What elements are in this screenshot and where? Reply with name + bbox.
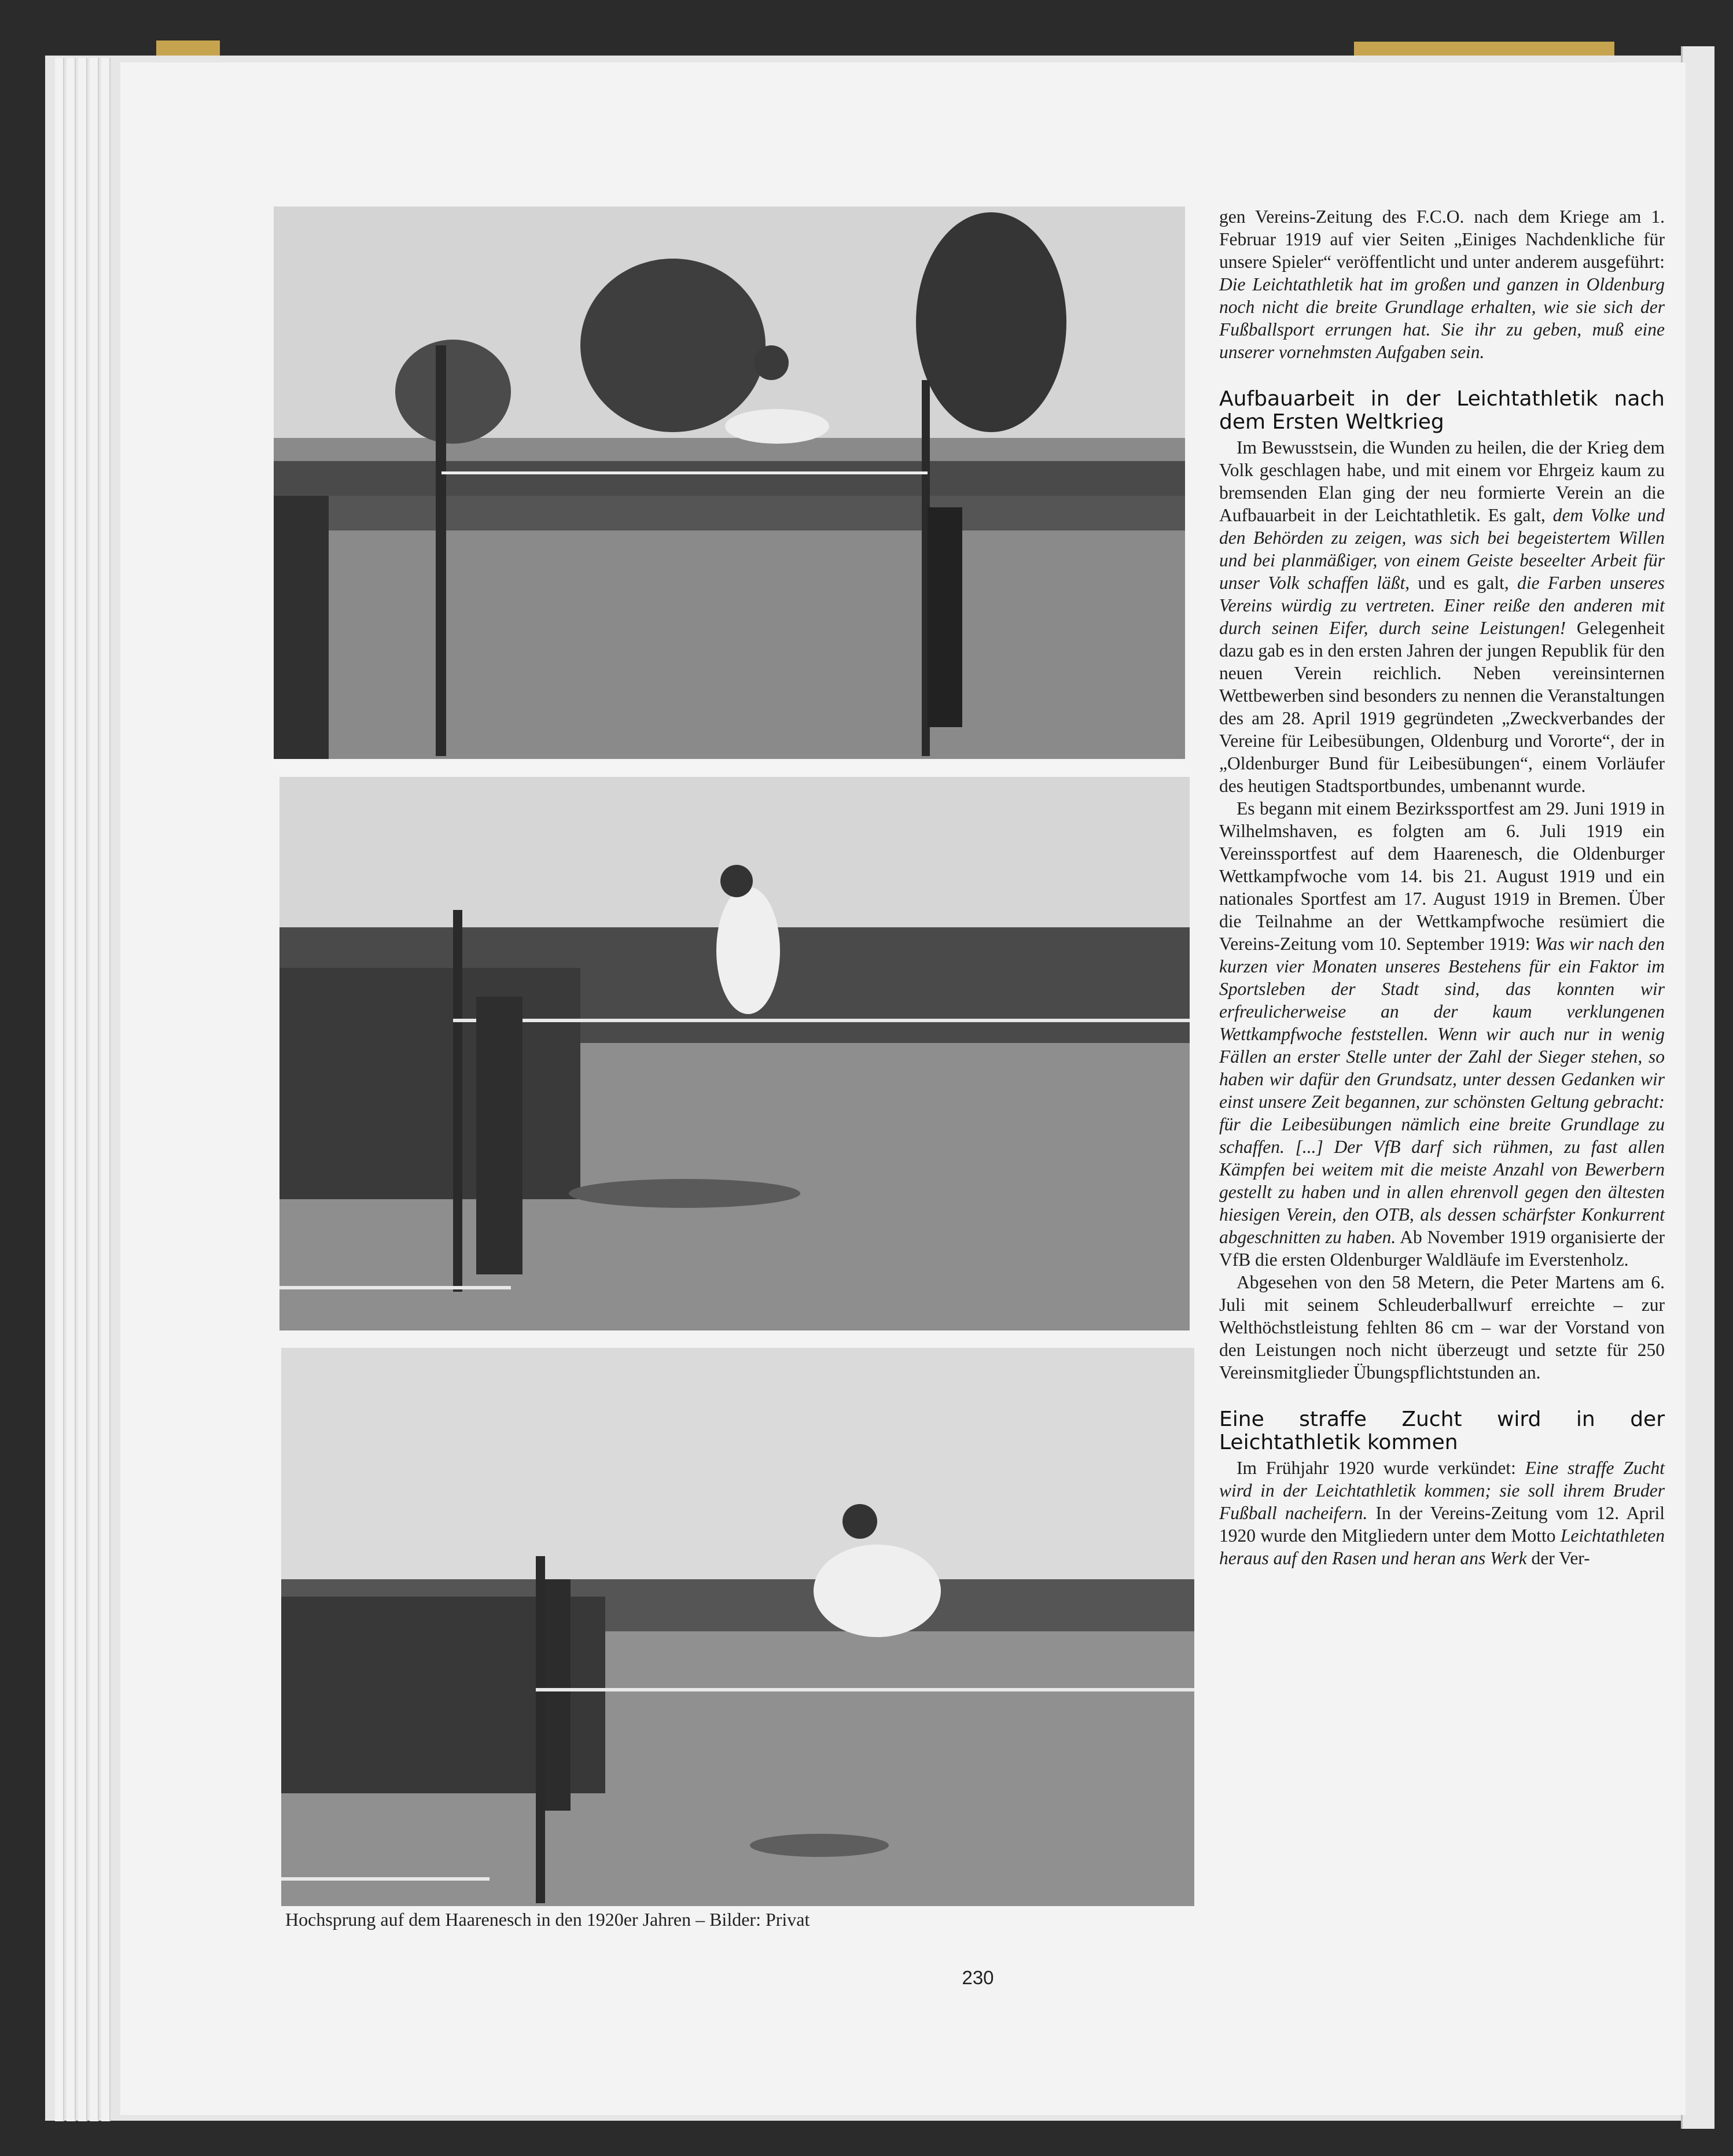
page-edge	[90, 58, 99, 2121]
page-edge	[101, 58, 111, 2121]
page-edge	[55, 58, 64, 2121]
paragraph-fruehjahr-1920: Im Frühjahr 1920 wurde verkündet: Eine straffe Zucht wird in der Leichtathletik kommen; sie soll ihrem Bruder Fußball nacheifern. In der Vereins-Zeitung vom 12. April 1920 wurde den Mitgliedern unter dem Motto Leichtathleten heraus auf den Rasen und heran ans Werk der Ver-	[1219, 1458, 1665, 1568]
photo-high-jump-1	[274, 207, 1185, 759]
page-number: 230	[962, 1967, 994, 1988]
paragraph-intro: gen Vereins-Zeitung des F.C.O. nach dem Kriege am 1. Februar 1919 auf vier Seiten „Einiges Nachdenkliche für unsere Spieler“ veröffentlicht und unter anderem ausgeführt: Die Leichtathletik hat im großen und ganzen in Oldenburg noch nicht die breite Grundlage erhalten, wie sie sich der Fußballsport errungen hat. Sie ihr zu geben, muß eine unserer vornehmsten Aufgaben sein.	[1219, 207, 1665, 362]
paragraph-bezirkssportfest: Es begann mit einem Bezirkssportfest am 29. Juni 1919 in Wilhelmshaven, es folgten am 6. Juli 1919 ein Vereinssportfest auf dem Haarenesch, die Oldenburger Wettkampfwoche vom 14. bis 21. August 1919 und ein nationales Sportfest am 17. August 1919 in Bremen. Über die Teilnahme an der Wettkampfwoche resümiert die Vereins-Zeitung vom 10. September 1919: Was wir nach den kurzen vier Monaten unseres Bestehens für ein Faktor im Sportsleben der Stadt sind, das konnten wir erfreulicherweise an der kaum verklungenen Wettkampfwoche feststellen. Wenn wir auch nur in wenig Fällen an erster Stelle unter der Zahl der Sieger stehen, so haben wir dafür den Grundsatz, unter dessen Gedanken wir einst unsere Zeit begannen, zur schönsten Geltung gebracht: für die Leibesübungen nämlich eine breite Grundlage zu schaffen. [...] Der VfB darf sich rühmen, zu fast allen Kämpfen bei weitem mit die meiste Anzahl von Bewerbern gestellt zu haben und in allen ehrenvoll gegen den ältesten hiesigen Verein, den OTB, als dessen schärfster Konkurrent abgeschnitten zu haben. Ab November 1919 organisierte der VfB die ersten Oldenburger Waldläufe im Everstenholz.	[1219, 798, 1665, 1270]
paragraph-schleuderball: Abgesehen von den 58 Metern, die Peter Martens am 6. Juli mit seinem Schleuderballwurf erreichte – zur Welthöchstleistung fehlten 86 cm – war der Vorstand von den Leistungen noch nicht überzeugt und setzte für 250 Vereinsmitglieder Übungspflichtstunden an.	[1219, 1272, 1665, 1383]
photo-high-jump-3	[281, 1348, 1194, 1906]
page-edge	[78, 58, 87, 2121]
photo-caption: Hochsprung auf dem Haarenesch in den 1920er Jahren – Bilder: Privat	[285, 1909, 810, 1930]
section-heading-straffe-zucht: Eine straffe Zucht wird in der Leichtathletik kommen	[1219, 1407, 1665, 1454]
page-edge	[67, 58, 76, 2121]
text-column	[1219, 205, 1665, 1569]
book-right-edge	[1681, 46, 1714, 2129]
section-heading-aufbauarbeit: Aufbauarbeit in der Leichtathletik nach dem Ersten Weltkrieg	[1219, 387, 1665, 434]
photo-high-jump-2	[279, 777, 1190, 1331]
paragraph-aufbauarbeit: Im Bewusstsein, die Wunden zu heilen, die der Krieg dem Volk geschlagen habe, und mit einem vor Ehrgeiz kaum zu bremsenden Elan ging der neu formierte Verein an die Aufbauarbeit in der Leichtathletik. Es galt, dem Volke und den Behörden zu zeigen, was sich bei begeistertem Willen und bei planmäßiger, von einem Geiste beseelter Arbeit für unser Volk schaffen läßt, und es galt, die Farben unseres Vereins würdig zu vertreten. Einer reiße den anderen mit durch seinen Eifer, durch seine Leistungen! Gelegenheit dazu gab es in den ersten Jahren der jungen Republik für den neuen Verein reichlich. Neben vereinsinternen Wettbewerben sind besonders zu nennen die Veranstaltungen des am 28. April 1919 gegründeten „Zweckverbandes der Vereine für Leibesübungen, Oldenburg und Vororte“, der in „Oldenburger Bund für Leibesübungen“, einem Vorläufer des heutigen Stadtsportbundes, umbenannt wurde.	[1219, 437, 1665, 796]
